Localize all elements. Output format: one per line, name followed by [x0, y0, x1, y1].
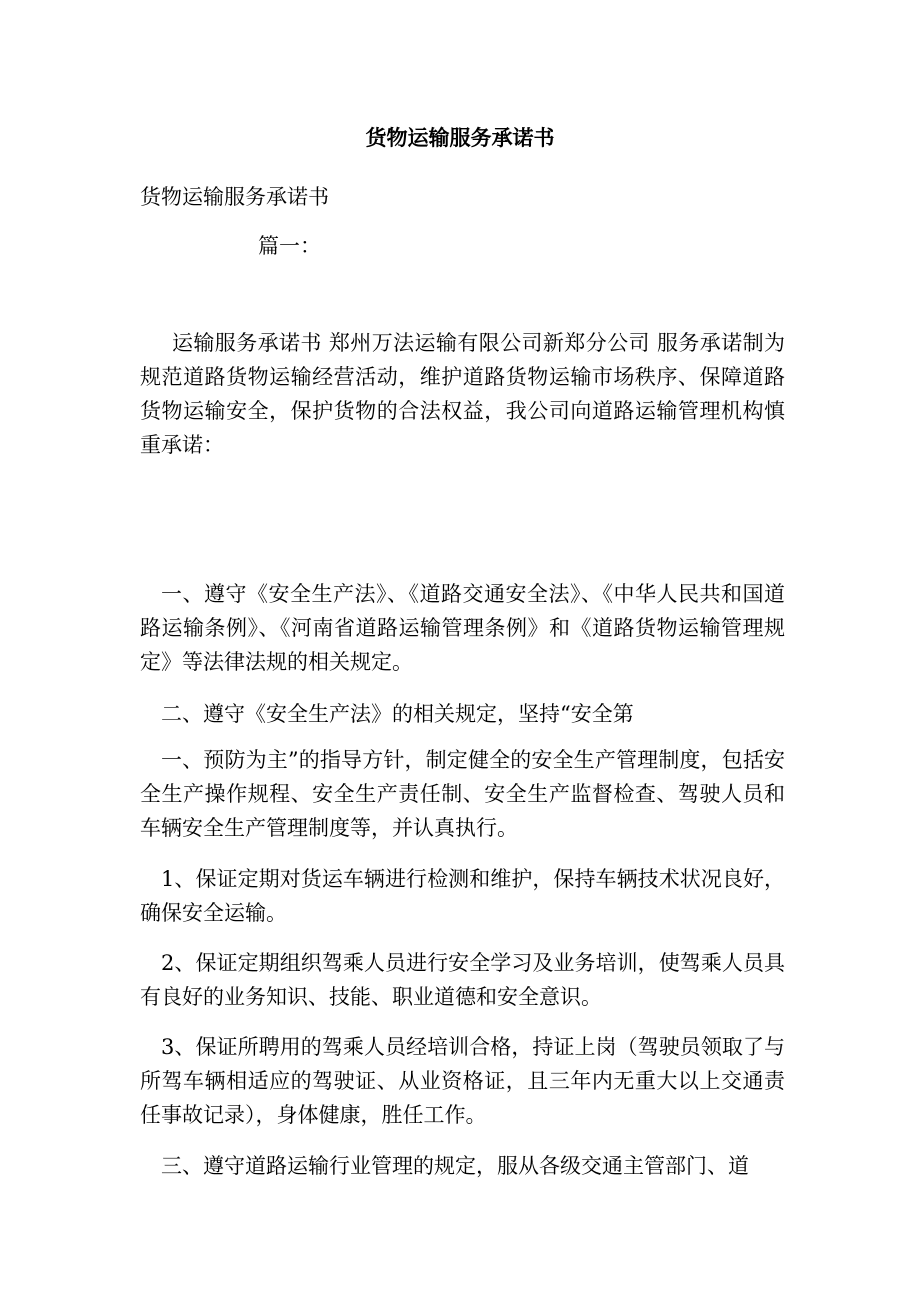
safety-policy-paragraph: 一、预防为主”的指导方针，制定健全的安全生产管理制度，包括安全生产操作规程、安全生产责任制、安全生产监督检查、驾驶人员和车辆安全生产管理制度等，并认真执行。 [140, 748, 785, 840]
document-subtitle: 货物运输服务承诺书 [140, 185, 329, 209]
clause-one-paragraph: 一、遵守《安全生产法》、《道路交通安全法》、《中华人民共和国道路运输条例》、《河南省道路运输管理条例》和《道路货物运输管理规定》等法律法规的相关规定。 [140, 582, 785, 674]
clause-two-paragraph: 二、遵守《安全生产法》的相关规定，坚持“安全第 [161, 702, 634, 726]
item-1-paragraph: 1、保证定期对货运车辆进行检测和维护，保持车辆技术状况良好，确保安全运输。 [140, 867, 785, 925]
intro-paragraph: 运输服务承诺书 郑州万法运输有限公司新郑分公司 服务承诺制为规范道路货物运输经营活动，维护道路货物运输市场秩序、保障道路货物运输安全，保护货物的合法权益，我公司向道路运输管理机构慎重承诺： [140, 331, 785, 457]
item-2-paragraph: 2、保证定期组织驾乘人员进行安全学习及业务培训，使驾乘人员具有良好的业务知识、技能、职业道德和安全意识。 [140, 951, 785, 1009]
item-3-paragraph: 3、保证所聘用的驾乘人员经培训合格，持证上岗（驾驶员领取了与所驾车辆相适应的驾驶证、从业资格证，且三年内无重大以上交通责任事故记录），身体健康，胜任工作。 [140, 1035, 785, 1127]
section-label: 篇一： [258, 234, 321, 258]
document-title: 货物运输服务承诺书 [365, 125, 555, 150]
clause-three-paragraph: 三、遵守道路运输行业管理的规定，服从各级交通主管部门、道 [161, 1154, 749, 1178]
